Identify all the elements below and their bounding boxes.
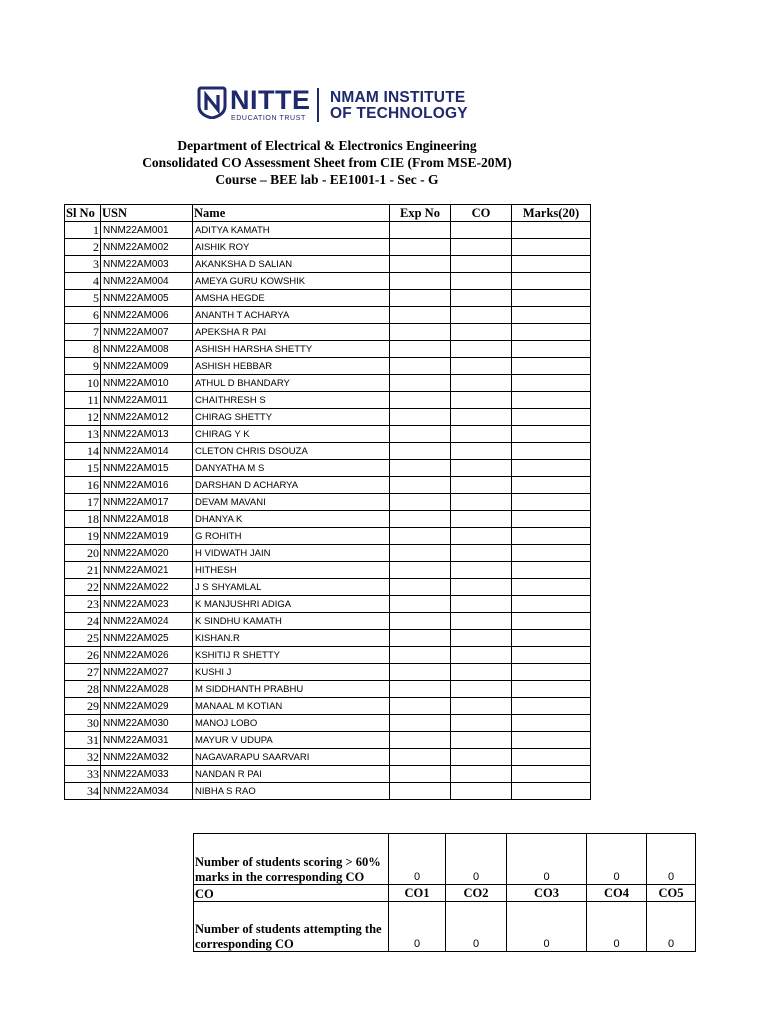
co-name-co3: CO3 [507,885,587,902]
exp-no-cell [390,358,451,375]
exp-no-cell [390,324,451,341]
co-cell [451,562,512,579]
co-cell [451,613,512,630]
table-row [65,477,591,494]
name-cell: AMEYA GURU KOWSHIK [193,273,390,290]
attempting-co1: 0 [389,902,446,952]
logo-trust: EDUCATION TRUST [231,115,306,122]
column-header-sl-no: Sl No [65,205,101,222]
course-title: Course – BEE lab - EE1001-1 - Sec - G [215,172,439,187]
co-label: CO [194,885,389,902]
co-cell [451,409,512,426]
exp-no-cell [390,460,451,477]
co-cell [451,596,512,613]
marks-cell [512,307,591,324]
name-cell: NIBHA S RAO [193,783,390,800]
exp-no-cell [390,409,451,426]
co-cell [451,715,512,732]
co-cell [451,290,512,307]
exp-no-cell [390,426,451,443]
sl-no-cell: 32 [65,749,101,766]
exp-no-cell [390,375,451,392]
exp-no-cell [390,511,451,528]
exp-no-cell [390,630,451,647]
table-row [65,766,591,783]
exp-no-cell [390,392,451,409]
column-header-usn: USN [101,205,193,222]
name-cell: KUSHI J [193,664,390,681]
name-cell: NANDAN R PAI [193,766,390,783]
name-cell: CHAITHRESH S [193,392,390,409]
co-name-co4: CO4 [587,885,647,902]
exp-no-cell [390,766,451,783]
usn-cell: NNM22AM004 [101,273,193,290]
name-cell: ANANTH T ACHARYA [193,307,390,324]
table-row [65,341,591,358]
co-cell [451,341,512,358]
table-row [65,579,591,596]
usn-cell: NNM22AM030 [101,715,193,732]
co-cell [451,239,512,256]
co-cell [451,307,512,324]
usn-cell: NNM22AM008 [101,341,193,358]
attempting-co2: 0 [446,902,507,952]
marks-cell [512,715,591,732]
co-cell [451,477,512,494]
usn-cell: NNM22AM003 [101,256,193,273]
co-cell [451,460,512,477]
co-cell [451,766,512,783]
marks-cell [512,596,591,613]
marks-cell [512,647,591,664]
co-cell [451,528,512,545]
name-cell: APEKSHA R PAI [193,324,390,341]
marks-cell [512,732,591,749]
marks-cell [512,681,591,698]
usn-cell: NNM22AM002 [101,239,193,256]
exp-no-cell [390,783,451,800]
usn-cell: NNM22AM029 [101,698,193,715]
co-cell [451,222,512,239]
table-row [65,222,591,239]
marks-cell [512,392,591,409]
usn-cell: NNM22AM032 [101,749,193,766]
table-row [65,494,591,511]
attempting-co3: 0 [507,902,587,952]
table-row [65,664,591,681]
sl-no-cell: 2 [65,239,101,256]
name-cell: MANAAL M KOTIAN [193,698,390,715]
sl-no-cell: 29 [65,698,101,715]
sl-no-cell: 15 [65,460,101,477]
summary-row-co [194,885,696,902]
sl-no-cell: 16 [65,477,101,494]
name-cell: J S SHYAMLAL [193,579,390,596]
marks-cell [512,766,591,783]
co-cell [451,358,512,375]
usn-cell: NNM22AM020 [101,545,193,562]
sl-no-cell: 14 [65,443,101,460]
usn-cell: NNM22AM021 [101,562,193,579]
co-cell [451,749,512,766]
usn-cell: NNM22AM033 [101,766,193,783]
name-cell: DANYATHA M S [193,460,390,477]
marks-cell [512,783,591,800]
table-row [65,324,591,341]
table-row [65,307,591,324]
table-row [65,562,591,579]
name-cell: MANOJ LOBO [193,715,390,732]
sl-no-cell: 8 [65,341,101,358]
name-cell: HITHESH [193,562,390,579]
column-header-name: Name [193,205,390,222]
exp-no-cell [390,664,451,681]
table-row [65,647,591,664]
sl-no-cell: 6 [65,307,101,324]
sl-no-cell: 5 [65,290,101,307]
co-name-co2: CO2 [446,885,507,902]
exp-no-cell [390,579,451,596]
sl-no-cell: 17 [65,494,101,511]
name-cell: AISHIK ROY [193,239,390,256]
marks-cell [512,749,591,766]
marks-cell [512,358,591,375]
exp-no-cell [390,477,451,494]
marks-cell [512,528,591,545]
name-cell: ASHISH HEBBAR [193,358,390,375]
exp-no-cell [390,596,451,613]
name-cell: DHANYA K [193,511,390,528]
marks-cell [512,477,591,494]
usn-cell: NNM22AM012 [101,409,193,426]
table-row [65,749,591,766]
co-summary-table [193,833,696,952]
co-cell [451,630,512,647]
exp-no-cell [390,222,451,239]
co-cell [451,783,512,800]
marks-cell [512,562,591,579]
scoring-co2: 0 [446,834,507,885]
name-cell: NAGAVARAPU SAARVARI [193,749,390,766]
co-cell [451,664,512,681]
name-cell: KSHITIJ R SHETTY [193,647,390,664]
table-row [65,698,591,715]
usn-cell: NNM22AM013 [101,426,193,443]
sl-no-cell: 22 [65,579,101,596]
sheet-title: Consolidated CO Assessment Sheet from CIE (From MSE-20M) [142,155,512,170]
name-cell: CHIRAG Y K [193,426,390,443]
sl-no-cell: 9 [65,358,101,375]
usn-cell: NNM22AM009 [101,358,193,375]
sl-no-cell: 4 [65,273,101,290]
co-cell [451,392,512,409]
exp-no-cell [390,528,451,545]
attempting-co5: 0 [647,902,696,952]
table-row [65,290,591,307]
logo-institute-line1: NMAM INSTITUTE [330,89,466,106]
usn-cell: NNM22AM034 [101,783,193,800]
name-cell: DARSHAN D ACHARYA [193,477,390,494]
marks-cell [512,545,591,562]
usn-cell: NNM22AM026 [101,647,193,664]
table-row [65,783,591,800]
exp-no-cell [390,647,451,664]
co-cell [451,511,512,528]
sl-no-cell: 26 [65,647,101,664]
co-cell [451,494,512,511]
co-cell [451,324,512,341]
table-row [65,239,591,256]
marks-cell [512,443,591,460]
usn-cell: NNM22AM006 [101,307,193,324]
table-row [65,358,591,375]
co-cell [451,545,512,562]
exp-no-cell [390,545,451,562]
table-row [65,528,591,545]
name-cell: CHIRAG SHETTY [193,409,390,426]
exp-no-cell [390,256,451,273]
exp-no-cell [390,273,451,290]
column-header-marks: Marks(20) [512,205,591,222]
co-cell [451,443,512,460]
exp-no-cell [390,698,451,715]
exp-no-cell [390,290,451,307]
name-cell: CLETON CHRIS DSOUZA [193,443,390,460]
name-cell: H VIDWATH JAIN [193,545,390,562]
column-header-co: CO [451,205,512,222]
sl-no-cell: 18 [65,511,101,528]
usn-cell: NNM22AM019 [101,528,193,545]
logo-brand: NITTE [230,85,311,115]
marks-cell [512,409,591,426]
usn-cell: NNM22AM010 [101,375,193,392]
table-row [65,273,591,290]
sl-no-cell: 7 [65,324,101,341]
marks-cell [512,290,591,307]
table-row [65,392,591,409]
table-row [65,681,591,698]
institution-logo [193,86,475,128]
logo-institute-line2: OF TECHNOLOGY [330,105,468,122]
table-row [65,375,591,392]
attempting-label: Number of students attempting the corresponding CO [194,902,389,952]
table-row [65,613,591,630]
column-header-exp-no: Exp No [390,205,451,222]
name-cell: G ROHITH [193,528,390,545]
name-cell: KISHAN.R [193,630,390,647]
usn-cell: NNM22AM023 [101,596,193,613]
exp-no-cell [390,732,451,749]
sl-no-cell: 3 [65,256,101,273]
usn-cell: NNM22AM022 [101,579,193,596]
usn-cell: NNM22AM028 [101,681,193,698]
name-cell: ASHISH HARSHA SHETTY [193,341,390,358]
scoring-co5: 0 [647,834,696,885]
exp-no-cell [390,613,451,630]
marks-cell [512,698,591,715]
marks-cell [512,494,591,511]
name-cell: K MANJUSHRI ADIGA [193,596,390,613]
name-cell: DEVAM MAVANI [193,494,390,511]
scoring-co3: 0 [507,834,587,885]
marks-cell [512,426,591,443]
usn-cell: NNM22AM031 [101,732,193,749]
sl-no-cell: 27 [65,664,101,681]
exp-no-cell [390,681,451,698]
marks-cell [512,375,591,392]
co-name-co1: CO1 [389,885,446,902]
marks-cell [512,664,591,681]
usn-cell: NNM22AM018 [101,511,193,528]
exp-no-cell [390,749,451,766]
name-cell: ATHUL D BHANDARY [193,375,390,392]
usn-cell: NNM22AM014 [101,443,193,460]
usn-cell: NNM22AM005 [101,290,193,307]
marks-cell [512,324,591,341]
scoring-co1: 0 [389,834,446,885]
co-cell [451,375,512,392]
usn-cell: NNM22AM015 [101,460,193,477]
marks-cell [512,222,591,239]
exp-no-cell [390,562,451,579]
table-row [65,460,591,477]
co-cell [451,732,512,749]
exp-no-cell [390,239,451,256]
co-cell [451,647,512,664]
sl-no-cell: 23 [65,596,101,613]
name-cell: MAYUR V UDUPA [193,732,390,749]
name-cell: K SINDHU KAMATH [193,613,390,630]
table-row [65,596,591,613]
exp-no-cell [390,341,451,358]
sl-no-cell: 20 [65,545,101,562]
sl-no-cell: 1 [65,222,101,239]
marks-cell [512,511,591,528]
co-cell [451,681,512,698]
name-cell: M SIDDHANTH PRABHU [193,681,390,698]
table-row [65,443,591,460]
sl-no-cell: 25 [65,630,101,647]
department-heading: Department of Electrical & Electronics Engineering [177,138,477,153]
table-row [65,256,591,273]
co-cell [451,698,512,715]
sl-no-cell: 12 [65,409,101,426]
summary-row-scoring [194,834,696,885]
sl-no-cell: 30 [65,715,101,732]
summary-row-attempting [194,902,696,952]
usn-cell: NNM22AM017 [101,494,193,511]
co-name-co5: CO5 [647,885,696,902]
marks-cell [512,256,591,273]
table-row [65,630,591,647]
marks-cell [512,460,591,477]
exp-no-cell [390,715,451,732]
sl-no-cell: 33 [65,766,101,783]
sl-no-cell: 21 [65,562,101,579]
marks-cell [512,239,591,256]
attempting-co4: 0 [587,902,647,952]
usn-cell: NNM22AM001 [101,222,193,239]
sl-no-cell: 34 [65,783,101,800]
sl-no-cell: 13 [65,426,101,443]
logo-divider [317,88,319,122]
marks-cell [512,273,591,290]
usn-cell: NNM22AM007 [101,324,193,341]
sl-no-cell: 31 [65,732,101,749]
usn-cell: NNM22AM027 [101,664,193,681]
marks-cell [512,613,591,630]
usn-cell: NNM22AM011 [101,392,193,409]
scoring-label: Number of students scoring > 60% marks in the corresponding CO [194,834,389,885]
sl-no-cell: 19 [65,528,101,545]
name-cell: AKANKSHA D SALIAN [193,256,390,273]
marks-cell [512,341,591,358]
table-row [65,545,591,562]
marks-cell [512,630,591,647]
table-row [65,511,591,528]
table-row [65,409,591,426]
co-cell [451,273,512,290]
name-cell: ADITYA KAMATH [193,222,390,239]
sl-no-cell: 28 [65,681,101,698]
student-table [64,204,591,800]
usn-cell: NNM22AM024 [101,613,193,630]
sl-no-cell: 24 [65,613,101,630]
table-row [65,732,591,749]
table-header-row [65,205,591,222]
co-cell [451,256,512,273]
usn-cell: NNM22AM025 [101,630,193,647]
exp-no-cell [390,307,451,324]
table-row [65,426,591,443]
sl-no-cell: 10 [65,375,101,392]
exp-no-cell [390,443,451,460]
name-cell: AMSHA HEGDE [193,290,390,307]
nitte-logo-icon [197,86,227,119]
exp-no-cell [390,494,451,511]
co-cell [451,579,512,596]
marks-cell [512,579,591,596]
co-cell [451,426,512,443]
table-row [65,715,591,732]
sl-no-cell: 11 [65,392,101,409]
scoring-co4: 0 [587,834,647,885]
usn-cell: NNM22AM016 [101,477,193,494]
